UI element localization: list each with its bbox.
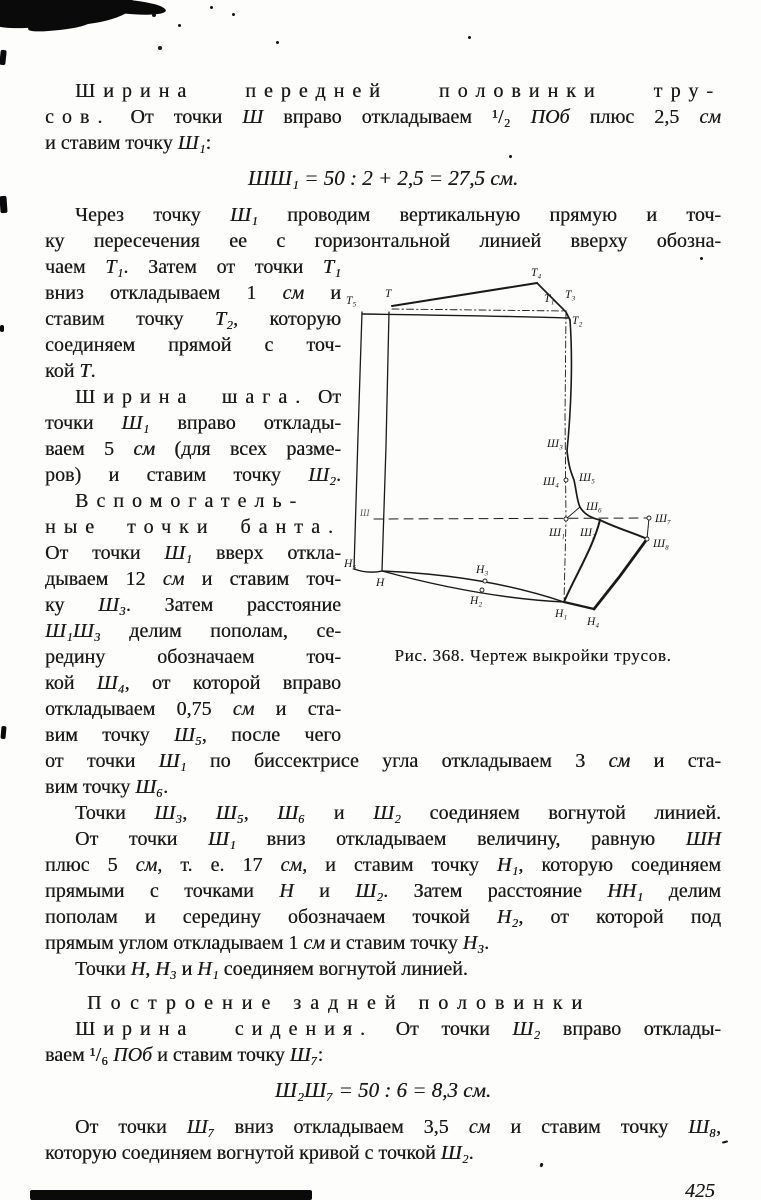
- figure-368: [344, 256, 726, 666]
- text-segment: вим точку: [45, 724, 174, 746]
- text-segment: см: [468, 1116, 491, 1138]
- text-segment: см: [162, 568, 185, 590]
- diagram-line: [354, 569, 382, 572]
- text-segment: Ш₂: [512, 1018, 541, 1040]
- text-line: [45, 540, 341, 566]
- text-segment: Ш₁Ш₃: [45, 620, 101, 642]
- diagram-line: [382, 312, 389, 571]
- diagram-label: Ш₁: [549, 527, 565, 539]
- text-segment: и: [305, 802, 374, 824]
- text-segment: , т. е. 17: [157, 854, 281, 876]
- text-segment: Н₁: [496, 854, 519, 876]
- text-line: [45, 618, 341, 644]
- text-segment: Ш₇: [186, 1116, 215, 1138]
- scan-speck: [722, 1140, 728, 1143]
- section-heading: [45, 990, 721, 1016]
- text-segment: соединяем прямой с точ-: [45, 334, 341, 356]
- text-segment: ,: [145, 958, 156, 980]
- text-segment: вправо откладываем ¹/₂: [263, 106, 531, 128]
- diagram-point: [564, 478, 568, 482]
- text-segment: вниз откладываем величину, равную: [235, 828, 686, 850]
- text-segment: и: [304, 282, 341, 304]
- text-segment: ров) и ставим точку: [45, 464, 309, 486]
- diagram-point: [645, 537, 649, 541]
- text-segment: От точки: [75, 828, 209, 850]
- scan-speck: [178, 24, 181, 27]
- text-line: [45, 852, 721, 878]
- text-segment: кой: [45, 672, 97, 694]
- text-segment: прямым углом откладываем 1: [45, 932, 304, 954]
- text-segment: От: [308, 386, 341, 408]
- diagram-line: [594, 539, 647, 609]
- text-segment: делим: [643, 880, 721, 902]
- text-segment: (для всех разме-: [155, 438, 341, 460]
- text-segment: . Затем расстояние: [383, 880, 608, 902]
- text-segment: проводим вертикальную прямую и точ-: [257, 204, 721, 226]
- text-segment: см: [463, 1078, 486, 1102]
- text-segment: , от которой под: [518, 906, 721, 928]
- text-line: [45, 202, 721, 228]
- text-segment: Ш₄: [96, 672, 125, 694]
- text-segment: вниз откладываем 3,5: [214, 1116, 469, 1138]
- text-segment: .: [163, 776, 169, 798]
- diagram-line: [392, 283, 537, 306]
- text-segment: плюс 5: [45, 854, 136, 876]
- diagram-label: Т₂: [572, 315, 583, 327]
- text-line: [45, 514, 341, 540]
- text-line: [45, 410, 341, 436]
- text-segment: Ш₅: [215, 802, 244, 824]
- text-segment: ПОб: [113, 1044, 153, 1066]
- text-segment: :: [205, 132, 212, 154]
- text-line: [45, 566, 341, 592]
- diagram-line: [362, 314, 568, 318]
- text-segment: редину обозначаем точ-: [45, 646, 341, 668]
- text-segment: Н₃: [155, 958, 177, 980]
- text-segment: Ш₃: [154, 802, 183, 824]
- text-segment: Ш₂: [440, 1142, 469, 1164]
- text-segment: и: [293, 880, 356, 902]
- text-segment: Через точку: [75, 204, 231, 226]
- text-segment: Точки: [75, 802, 155, 824]
- text-segment: НН₁: [607, 880, 644, 902]
- text-line: [45, 228, 721, 254]
- text-segment: = 50 : 6 = 8,3: [333, 1078, 464, 1102]
- text-segment: см: [280, 854, 303, 876]
- text-line: [45, 306, 341, 332]
- text-segment: делим пополам, се-: [100, 620, 341, 642]
- text-segment: , которую соединяем: [518, 854, 721, 876]
- text-segment: см: [282, 282, 305, 304]
- text-segment: , от которой вправо: [124, 672, 341, 694]
- text-segment: и ставим точ-: [184, 568, 342, 590]
- text-segment: . Затем расстояние: [125, 594, 341, 616]
- diagram-label: Ш₆: [586, 501, 602, 513]
- text-segment: Точки: [75, 958, 131, 980]
- text-segment: и ставим точку: [45, 132, 178, 154]
- text-line: [45, 78, 721, 104]
- text-segment: и ста-: [254, 698, 341, 720]
- scan-speck: [158, 46, 162, 50]
- text-segment: вниз откладываем 1: [45, 282, 283, 304]
- text-line: [45, 462, 341, 488]
- diagram-line: [374, 518, 649, 519]
- text-segment: Ш₇: [289, 1044, 318, 1066]
- text-line: [45, 1140, 721, 1166]
- text-segment: ,: [182, 802, 216, 824]
- diagram-point: [483, 579, 487, 583]
- text-line: [45, 436, 341, 462]
- text-segment: пополам и середину обозначаем точкой: [45, 906, 497, 928]
- text-segment: Ш₆: [277, 802, 306, 824]
- text-segment: От точки: [75, 1116, 187, 1138]
- diagram-label: Ш: [360, 508, 370, 518]
- text-segment: ваем ¹/₆: [45, 1044, 114, 1066]
- text-segment: .: [484, 932, 490, 954]
- text-segment: ШН: [685, 828, 721, 850]
- text-segment: Ш: [242, 106, 264, 128]
- diagram-point: [647, 516, 651, 520]
- text-segment: Н: [130, 958, 146, 980]
- diagram-line: [354, 312, 362, 569]
- text-segment: От точки: [372, 1018, 513, 1040]
- text-segment: Ш₁: [121, 412, 150, 434]
- text-segment: кой: [45, 360, 80, 382]
- text-line: [45, 722, 341, 748]
- text-segment: .: [336, 464, 341, 486]
- text-segment: Т₂: [214, 308, 233, 330]
- text-line: [45, 280, 341, 306]
- diagram-label: Н₂: [470, 595, 483, 607]
- text-segment: Ш₅: [173, 724, 202, 746]
- text-segment: см: [303, 932, 325, 954]
- diagram-label: Ш₈: [653, 538, 669, 550]
- text-segment: Ш₂: [373, 802, 401, 824]
- scan-edge-mark: [0, 50, 7, 66]
- diagram-line: [564, 602, 594, 609]
- text-segment: и ставим точку: [325, 932, 463, 954]
- text-segment: плюс 2,5: [569, 106, 700, 128]
- text-segment: :: [317, 1044, 324, 1066]
- text-line: [45, 748, 721, 774]
- text-segment: От точки: [110, 106, 243, 128]
- diagram-label: Т₁: [544, 293, 555, 305]
- text-segment: соединяем вогнутой линией.: [218, 958, 468, 980]
- diagram-label: Т₄: [531, 267, 542, 279]
- diagram-line: [647, 518, 649, 539]
- text-line: [45, 1042, 721, 1068]
- text-segment: .: [90, 360, 96, 382]
- diagram-label: Н₃: [476, 564, 489, 576]
- text-segment: см: [232, 698, 255, 720]
- text-segment: ШШ₁: [247, 166, 299, 190]
- diagram-label: Ш₃: [547, 438, 563, 450]
- text-segment: чаем: [45, 256, 106, 278]
- text-segment: Н₃: [462, 932, 485, 954]
- scan-speck: [468, 36, 471, 39]
- scan-speck: [276, 41, 279, 44]
- text-segment: ку пересечения ее с горизонтальной линией вверху обозна-: [45, 230, 721, 252]
- text-segment: и: [176, 958, 198, 980]
- text-line: [45, 670, 341, 696]
- text-line: [45, 826, 721, 852]
- text-segment: которую соединяем вогнутой кривой с точкой: [45, 1142, 441, 1164]
- text-segment: ные точки банта.: [45, 516, 341, 538]
- scan-edge-mark: [0, 196, 8, 213]
- diagram-label: Т₃: [565, 289, 576, 301]
- text-segment: см: [699, 106, 721, 128]
- text-segment: Н₁: [197, 958, 219, 980]
- text-line: [45, 254, 341, 280]
- text-segment: и ставим точку: [152, 1044, 290, 1066]
- text-segment: и ста-: [630, 750, 721, 772]
- text-line: [45, 1114, 721, 1140]
- text-segment: Н: [279, 880, 294, 902]
- diagram-line: [600, 520, 647, 539]
- diagram-point: [564, 517, 568, 521]
- diagram-line: [392, 309, 566, 311]
- text-segment: см: [490, 166, 513, 190]
- diagram-line: [567, 320, 571, 451]
- text-line: [45, 956, 721, 982]
- pattern-diagram: [344, 256, 724, 646]
- text-segment: точки: [45, 412, 122, 434]
- text-segment: ваем 5: [45, 438, 134, 460]
- diagram-label: Ш₇: [655, 513, 671, 525]
- diagram-label: Н: [376, 577, 385, 589]
- diagram-label: Ш₅: [579, 472, 595, 484]
- text-segment: вправо отклады-: [149, 412, 341, 434]
- text-line: [45, 644, 341, 670]
- text-segment: Ш₆: [135, 776, 164, 798]
- diagram-label: Н₅: [344, 558, 357, 570]
- text-segment: Ширина шага.: [75, 386, 309, 408]
- diagram-label: Ш₂: [580, 527, 596, 539]
- text-segment: ,: [716, 1116, 721, 1138]
- text-segment: ПОб: [530, 106, 570, 128]
- text-line: [45, 332, 341, 358]
- text-segment: Ш₂: [355, 880, 384, 902]
- text-segment: Ш₈: [688, 1116, 716, 1138]
- figure-caption: Рис. 368. Чертеж выкройки трусов.: [394, 646, 672, 665]
- text-segment: ,: [243, 802, 278, 824]
- text-segment: Т₁: [105, 256, 124, 278]
- text-segment: Т: [79, 360, 91, 382]
- text-line: [45, 358, 341, 384]
- text-segment: Ш₁: [230, 204, 258, 226]
- diagram-label: Т₅: [346, 295, 357, 307]
- diagram-line: [564, 312, 566, 602]
- text-segment: откладываем 0,75: [45, 698, 233, 720]
- text-segment: вправо отклады-: [540, 1018, 721, 1040]
- text-segment: прямыми с точками: [45, 880, 280, 902]
- text-segment: = 50 : 2 + 2,5 = 27,5: [298, 166, 491, 190]
- text-line: [45, 774, 721, 800]
- text-segment: вверх откла-: [192, 542, 342, 564]
- scan-edge-mark: [0, 325, 4, 332]
- text-segment: Т₁: [322, 256, 341, 278]
- formula: [45, 156, 721, 202]
- text-segment: Ш₁: [158, 750, 187, 772]
- text-segment: Построение задней половинки: [87, 992, 592, 1014]
- text-segment: От точки: [45, 542, 165, 564]
- text-segment: Вспомогатель-: [75, 490, 305, 512]
- text-segment: Ш₂Ш₇: [274, 1078, 334, 1102]
- formula: [45, 1068, 721, 1114]
- scan-speck: [232, 13, 235, 16]
- text-segment: сов.: [45, 106, 111, 128]
- text-segment: Ш₁: [208, 828, 236, 850]
- page-number: 425: [685, 1180, 715, 1200]
- text-segment: , и ставим точку: [302, 854, 497, 876]
- scan-speck: [210, 6, 213, 9]
- diagram-label: Т: [385, 288, 392, 300]
- text-line: [45, 696, 341, 722]
- text-line: [45, 104, 721, 130]
- text-segment: .: [512, 166, 519, 190]
- text-segment: , после чего: [201, 724, 341, 746]
- text-segment: Ширина сидения.: [75, 1018, 373, 1040]
- scan-speck: [152, 13, 156, 17]
- text-segment: см: [608, 750, 631, 772]
- text-segment: Ширина передней половинки тру-: [75, 80, 721, 102]
- diagram-point: [480, 588, 484, 592]
- text-line: [45, 384, 341, 410]
- text-segment: .: [485, 1078, 492, 1102]
- text-line: [45, 878, 721, 904]
- text-line: [45, 800, 721, 826]
- diagram-label: Н₄: [587, 616, 600, 628]
- text-segment: от точки: [45, 750, 159, 772]
- text-segment: Ш₁: [164, 542, 193, 564]
- text-segment: соединяем вогнутой линией.: [400, 802, 721, 824]
- text-line: [45, 1016, 721, 1042]
- text-segment: и ставим точку: [490, 1116, 689, 1138]
- diagram-line: [566, 507, 580, 519]
- text-segment: ставим точку: [45, 308, 215, 330]
- text-segment: дываем 12: [45, 568, 163, 590]
- text-segment: по биссектрисе угла откладываем 3: [186, 750, 609, 772]
- text-line: [45, 592, 341, 618]
- text-line: [45, 130, 721, 156]
- scan-edge-mark: [0, 726, 6, 739]
- text-line: [45, 930, 721, 956]
- text-segment: Н₂: [496, 906, 519, 928]
- text-line: [45, 488, 341, 514]
- text-line: [45, 904, 721, 930]
- text-segment: .: [468, 1142, 474, 1164]
- diagram-label: Ш₄: [543, 476, 559, 488]
- text-segment: см: [133, 438, 156, 460]
- diagram-label: Н₁: [555, 608, 568, 620]
- text-segment: . Затем от точки: [123, 256, 323, 278]
- text-segment: Ш₃: [98, 594, 126, 616]
- text-segment: вим точку: [45, 776, 136, 798]
- text-segment: см: [135, 854, 158, 876]
- text-segment: ку: [45, 594, 99, 616]
- text-segment: Ш₁: [177, 132, 206, 154]
- text-segment: Ш₂: [308, 464, 336, 486]
- text-segment: , которую: [232, 308, 342, 330]
